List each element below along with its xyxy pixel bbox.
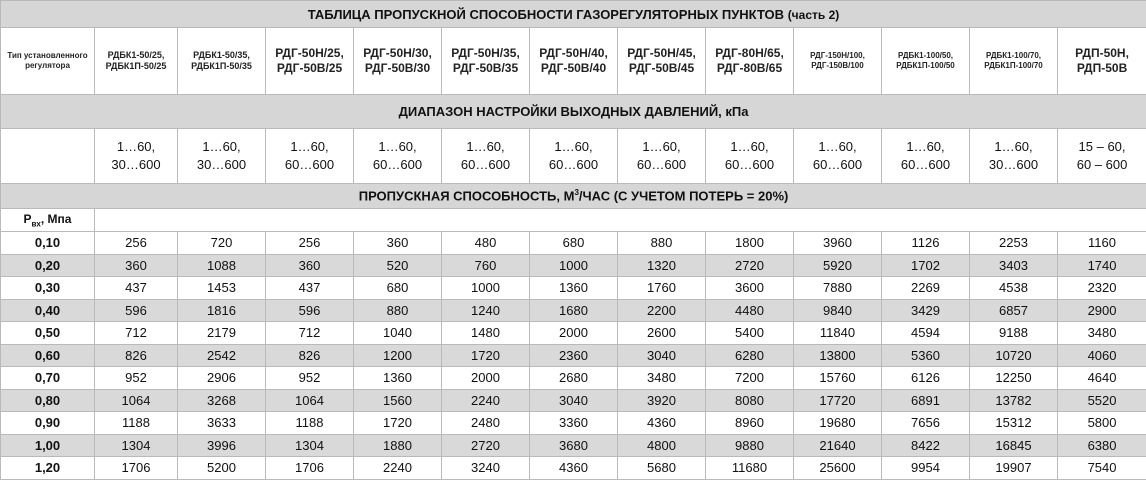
regulator-header: РДГ-50Н/35, РДГ-50В/35: [442, 28, 530, 95]
capacity-cell: 712: [95, 322, 178, 345]
range-line: 1…60,: [290, 139, 329, 155]
capacity-cell: 1064: [266, 389, 354, 412]
range-line: 30…600: [111, 157, 161, 172]
range-line: 1…60,: [202, 139, 241, 155]
title-suffix: (часть 2): [787, 7, 840, 22]
range-cell: [530, 129, 618, 184]
regulator-header: РДП-50Н, РДП-50В: [1058, 28, 1146, 95]
capacity-cell: 2269: [882, 277, 970, 300]
capacity-cell: 4060: [1058, 344, 1146, 367]
capacity-cell: 1880: [354, 434, 442, 457]
range-line: 60…600: [372, 157, 423, 172]
range-line: 1…60,: [906, 139, 945, 155]
range-line: 1…60,: [554, 139, 593, 155]
regulator-header: РДГ-150Н/100, РДГ-150В/100: [794, 28, 882, 95]
regulator-header: РДГ-50Н/45, РДГ-50В/45: [618, 28, 706, 95]
range-cell: [354, 129, 442, 184]
capacity-cell: 680: [530, 232, 618, 255]
capacity-cell: 480: [442, 232, 530, 255]
range-line: 60…600: [900, 157, 951, 172]
table-row: [1, 232, 1146, 255]
capacity-cell: 880: [618, 232, 706, 255]
pressure-cell: 0,70: [1, 367, 95, 390]
capacity-cell: 1360: [354, 367, 442, 390]
capacity-cell: 680: [354, 277, 442, 300]
capacity-cell: 7880: [794, 277, 882, 300]
capacity-cell: 11680: [706, 457, 794, 480]
capacity-cell: 760: [442, 254, 530, 277]
capacity-cell: 4538: [970, 277, 1058, 300]
capacity-cell: 1304: [266, 434, 354, 457]
capacity-cell: 9188: [970, 322, 1058, 345]
capacity-cell: 826: [95, 344, 178, 367]
capacity-cell: 826: [266, 344, 354, 367]
capacity-cell: 1560: [354, 389, 442, 412]
capacity-cell: 3920: [618, 389, 706, 412]
capacity-cell: 2720: [442, 434, 530, 457]
capacity-cell: 3040: [618, 344, 706, 367]
capacity-cell: 9840: [794, 299, 882, 322]
range-cell: [794, 129, 882, 184]
capacity-cell: 25600: [794, 457, 882, 480]
capacity-cell: 15312: [970, 412, 1058, 435]
capacity-cell: 3480: [618, 367, 706, 390]
capacity-cell: 596: [266, 299, 354, 322]
table-row: [1, 344, 1146, 367]
regulator-header: РДГ-80Н/65, РДГ-80В/65: [706, 28, 794, 95]
capacity-cell: 2179: [178, 322, 266, 345]
capacity-cell: 1188: [266, 412, 354, 435]
capacity-cell: 880: [354, 299, 442, 322]
capacity-cell: 6891: [882, 389, 970, 412]
range-line: 1…60,: [730, 139, 769, 155]
capacity-cell: 1064: [95, 389, 178, 412]
pressure-cell: 0,40: [1, 299, 95, 322]
range-line: 60…600: [460, 157, 511, 172]
capacity-cell: 360: [95, 254, 178, 277]
pressure-cell: 1,00: [1, 434, 95, 457]
capacity-cell: 5680: [618, 457, 706, 480]
capacity-cell: 1706: [266, 457, 354, 480]
capacity-cell: 9880: [706, 434, 794, 457]
capacity-cell: 1088: [178, 254, 266, 277]
capacity-cell: 3480: [1058, 322, 1146, 345]
capacity-cell: 15760: [794, 367, 882, 390]
capacity-cell: 3996: [178, 434, 266, 457]
capacity-cell: 1680: [530, 299, 618, 322]
capacity-cell: 1740: [1058, 254, 1146, 277]
pressure-cell: 0,20: [1, 254, 95, 277]
range-cell: [266, 129, 354, 184]
range-line: 60…600: [812, 157, 863, 172]
capacity-cell: 6380: [1058, 434, 1146, 457]
range-cell: [618, 129, 706, 184]
regulator-header: РДГ-50Н/40, РДГ-50В/40: [530, 28, 618, 95]
regulator-header: РДГ-50Н/30, РДГ-50В/30: [354, 28, 442, 95]
range-cell: [970, 129, 1058, 184]
capacity-cell: 1702: [882, 254, 970, 277]
range-cell: [1058, 129, 1146, 184]
capacity-cell: 1720: [354, 412, 442, 435]
capacity-cell: 1040: [354, 322, 442, 345]
capacity-cell: 4360: [618, 412, 706, 435]
capacity-cell: 4480: [706, 299, 794, 322]
range-line: 1…60,: [818, 139, 857, 155]
table-row: [1, 254, 1146, 277]
capacity-cell: 2480: [442, 412, 530, 435]
capacity-cell: 3240: [442, 457, 530, 480]
capacity-cell: 1200: [354, 344, 442, 367]
capacity-cell: 596: [95, 299, 178, 322]
capacity-cell: 8960: [706, 412, 794, 435]
capacity-cell: 952: [95, 367, 178, 390]
capacity-cell: 5520: [1058, 389, 1146, 412]
range-line: 1…60,: [378, 139, 417, 155]
capacity-cell: 5200: [178, 457, 266, 480]
capacity-cell: 520: [354, 254, 442, 277]
capacity-cell: 437: [95, 277, 178, 300]
capacity-cell: 2680: [530, 367, 618, 390]
capacity-cell: 256: [266, 232, 354, 255]
capacity-cell: 3403: [970, 254, 1058, 277]
capacity-cell: 3268: [178, 389, 266, 412]
capacity-cell: 2240: [354, 457, 442, 480]
pressure-cell: 0,10: [1, 232, 95, 255]
pressure-cell: 0,50: [1, 322, 95, 345]
capacity-cell: 1360: [530, 277, 618, 300]
capacity-cell: 1188: [95, 412, 178, 435]
capacity-cell: 11840: [794, 322, 882, 345]
capacity-cell: 8080: [706, 389, 794, 412]
range-section-title: ДИАПАЗОН НАСТРОЙКИ ВЫХОДНЫХ ДАВЛЕНИЙ, кПа: [1, 95, 1146, 129]
capacity-cell: 360: [266, 254, 354, 277]
range-line: 1…60,: [466, 139, 505, 155]
range-line: 1…60,: [116, 139, 156, 155]
table-row: [1, 434, 1146, 457]
pressure-label-unit: , Мпа: [40, 211, 72, 226]
capacity-cell: 256: [95, 232, 178, 255]
capacity-cell: 2600: [618, 322, 706, 345]
capacity-cell: 3040: [530, 389, 618, 412]
capacity-cell: 1160: [1058, 232, 1146, 255]
range-line: 30…600: [196, 157, 247, 172]
capacity-cell: 3633: [178, 412, 266, 435]
pressure-label-sub: вх: [31, 219, 41, 229]
capacity-cell: 4640: [1058, 367, 1146, 390]
capacity-cell: 720: [178, 232, 266, 255]
capacity-cell: 1800: [706, 232, 794, 255]
capacity-cell: 1126: [882, 232, 970, 255]
capacity-cell: 5920: [794, 254, 882, 277]
regulator-header: РДБК1-100/50, РДБК1П-100/50: [882, 28, 970, 95]
capacity-cell: 2906: [178, 367, 266, 390]
regulator-header: РДБК1-50/25, РДБК1П-50/25: [95, 28, 178, 95]
range-line: 60…600: [548, 157, 599, 172]
capacity-section-title: [1, 184, 1146, 209]
capacity-cell: 3600: [706, 277, 794, 300]
capacity-cell: 6857: [970, 299, 1058, 322]
regulator-header: РДБК1-50/35, РДБК1П-50/35: [178, 28, 266, 95]
regulator-type-label: Тип установленного регулятора: [1, 28, 95, 95]
capacity-cell: 2360: [530, 344, 618, 367]
capacity-cell: 7540: [1058, 457, 1146, 480]
capacity-cell: 1000: [530, 254, 618, 277]
capacity-cell: 712: [266, 322, 354, 345]
capacity-title-suffix: /ЧАС (С УЧЕТОМ ПОТЕРЬ = 20%): [578, 188, 789, 204]
capacity-cell: 6280: [706, 344, 794, 367]
range-cell: [95, 129, 178, 184]
regulator-header: РДБК1-100/70, РДБК1П-100/70: [970, 28, 1058, 95]
capacity-cell: 5360: [882, 344, 970, 367]
range-cell: [706, 129, 794, 184]
capacity-cell: 1480: [442, 322, 530, 345]
capacity-cell: 2240: [442, 389, 530, 412]
capacity-cell: 3429: [882, 299, 970, 322]
capacity-cell: 1240: [442, 299, 530, 322]
capacity-cell: 13800: [794, 344, 882, 367]
table-row: [1, 389, 1146, 412]
table-row: [1, 412, 1146, 435]
capacity-cell: 4594: [882, 322, 970, 345]
capacity-cell: 19907: [970, 457, 1058, 480]
capacity-cell: 7656: [882, 412, 970, 435]
pressure-cell: 0,60: [1, 344, 95, 367]
capacity-cell: 4800: [618, 434, 706, 457]
range-cell: [442, 129, 530, 184]
regulator-header: РДГ-50Н/25, РДГ-50В/25: [266, 28, 354, 95]
capacity-cell: 2900: [1058, 299, 1146, 322]
capacity-cell: 1453: [178, 277, 266, 300]
capacity-cell: 2720: [706, 254, 794, 277]
capacity-cell: 2253: [970, 232, 1058, 255]
capacity-cell: 10720: [970, 344, 1058, 367]
capacity-cell: 1720: [442, 344, 530, 367]
capacity-cell: 2200: [618, 299, 706, 322]
capacity-cell: 6126: [882, 367, 970, 390]
capacity-cell: 437: [266, 277, 354, 300]
capacity-cell: 2000: [442, 367, 530, 390]
capacity-cell: 7200: [706, 367, 794, 390]
capacity-cell: 5400: [706, 322, 794, 345]
capacity-title-prefix: ПРОПУСКНАЯ СПОСОБНОСТЬ, М: [358, 188, 575, 204]
capacity-cell: 5800: [1058, 412, 1146, 435]
range-blank-cell: [1, 129, 95, 184]
range-line: 60 – 600: [1076, 157, 1128, 172]
table-row: [1, 367, 1146, 390]
capacity-cell: 16845: [970, 434, 1058, 457]
capacity-cell: 3960: [794, 232, 882, 255]
range-line: 60…600: [724, 157, 775, 172]
range-cell: [882, 129, 970, 184]
capacity-cell: 19680: [794, 412, 882, 435]
pressure-cell: 1,20: [1, 457, 95, 480]
capacity-cell: 952: [266, 367, 354, 390]
table-row: [1, 277, 1146, 300]
title-text: ТАБЛИЦА ПРОПУСКНОЙ СПОСОБНОСТИ ГАЗОРЕГУЛЯТОРНЫХ ПУНКТОВ: [307, 6, 785, 22]
table-row: [1, 299, 1146, 322]
range-line: 60…600: [284, 157, 335, 172]
range-line: 15 – 60,: [1078, 139, 1126, 155]
capacity-cell: 1706: [95, 457, 178, 480]
pressure-cell: 0,80: [1, 389, 95, 412]
range-line: 30…600: [988, 157, 1039, 172]
capacity-cell: 1304: [95, 434, 178, 457]
range-line: 1…60,: [994, 139, 1033, 155]
capacity-cell: 2000: [530, 322, 618, 345]
capacity-cell: 1760: [618, 277, 706, 300]
capacity-cell: 2542: [178, 344, 266, 367]
capacity-cell: 3360: [530, 412, 618, 435]
capacity-cell: 13782: [970, 389, 1058, 412]
capacity-cell: 2320: [1058, 277, 1146, 300]
pressure-label: [1, 209, 95, 232]
capacity-cell: 3680: [530, 434, 618, 457]
table-row: [1, 322, 1146, 345]
capacity-cell: 1000: [442, 277, 530, 300]
pressure-blank-cell: [95, 209, 1146, 232]
pressure-cell: 0,30: [1, 277, 95, 300]
range-line: 1…60,: [642, 139, 681, 155]
capacity-cell: 1816: [178, 299, 266, 322]
capacity-cell: 21640: [794, 434, 882, 457]
capacity-cell: 17720: [794, 389, 882, 412]
capacity-cell: 1320: [618, 254, 706, 277]
range-cell: [178, 129, 266, 184]
capacity-cell: 12250: [970, 367, 1058, 390]
table-row: [1, 457, 1146, 480]
range-line: 60…600: [636, 157, 687, 172]
capacity-cell: 8422: [882, 434, 970, 457]
table-title: [1, 1, 1146, 28]
capacity-cell: 9954: [882, 457, 970, 480]
capacity-title-sup: 3: [574, 188, 579, 198]
capacity-cell: 360: [354, 232, 442, 255]
pressure-cell: 0,90: [1, 412, 95, 435]
pressure-label-p: P: [23, 211, 32, 226]
capacity-cell: 4360: [530, 457, 618, 480]
